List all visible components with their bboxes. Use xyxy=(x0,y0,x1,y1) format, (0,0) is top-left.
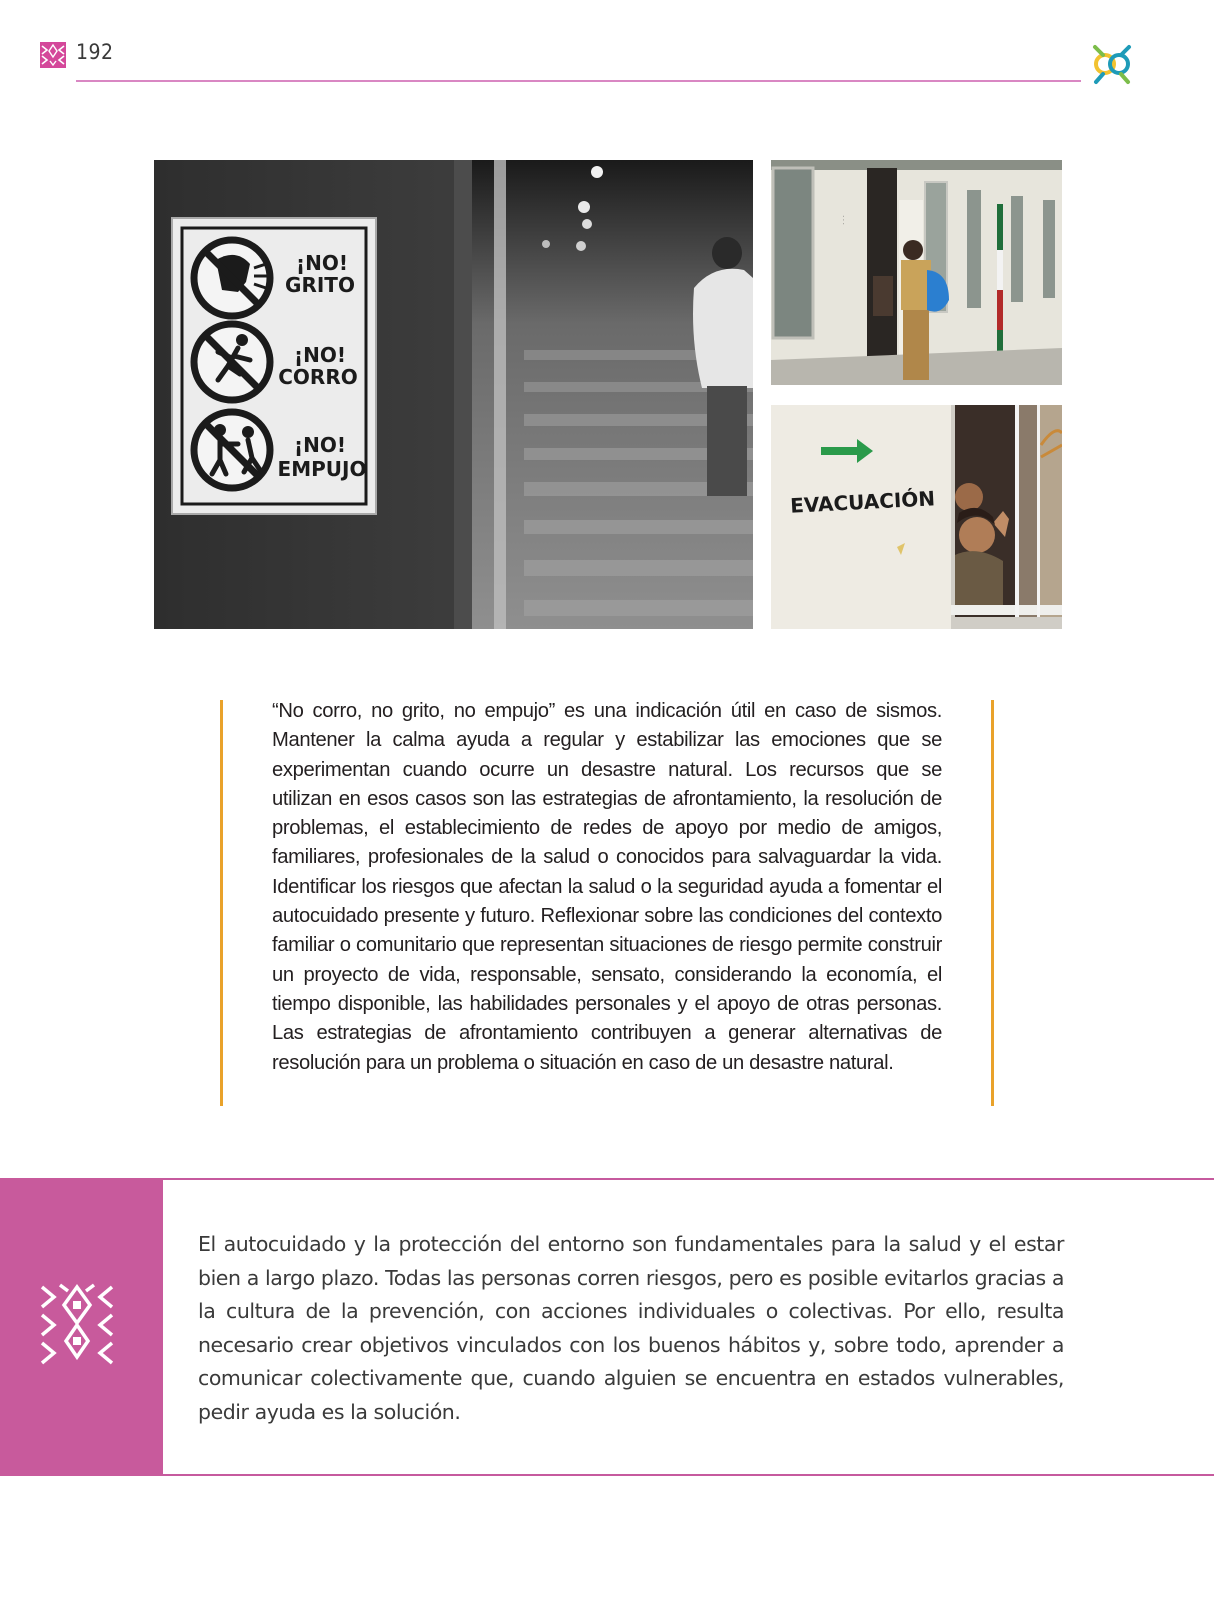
quote-bar-right xyxy=(991,700,994,1106)
sign-no-1: ¡NO! xyxy=(296,251,348,275)
closing-box-bottom-rule xyxy=(0,1474,1214,1476)
quote-paragraph: “No corro, no grito, no empujo” es una indicación útil en caso de sismos. Mantener la calma ayuda a regular y estabilizar las emociones que se experimentan cuando ocurre un desastre natural. Los recursos que se utilizan en esos casos son las estrategias de afrontamiento, la resolución de problemas, el establecimiento de redes de apoyo por medio de amigos, familiares, profesionales de la salud o conocidos para salvaguardar la vida. Identificar los riesgos que afectan la salud o la seguridad ayuda a fomentar el autocuidado presente y futuro. Reflexionar sobre las condiciones del contexto familiar o comunitario que representan situaciones de riesgo permite construir un proyecto de vida, responsable, sensato, considerando la economía, el tiempo disponible, las habilidades personales y el apoyo de otras personas. Las estrategias de afrontamiento contribuyen a generar alternativas de resolución para un problema o situación en caso de un desastre natural. xyxy=(272,700,942,1074)
header-rule xyxy=(76,80,1081,82)
no-shout-no-run-no-push-photo xyxy=(154,160,753,629)
sign-corro: CORRO xyxy=(278,365,358,389)
closing-paragraph: El autocuidado y la protección del entorno son fundamentales para la salud y el estar bien a largo plazo. Todas las personas corren riesgos, pero es posible evitarlos gracias a la cultura de la prevención, con acciones individuales o colectivas. Por ello, resulta necesario crear objetivos vinculados con los buenos hábitos y, sobre todo, aprender a comunicar colectivamente que, cuando alguien se encuentra en estados vulnerables, pedir ayuda es la solución. xyxy=(198,1232,1064,1424)
evacuation-sign-text: EVACUACIÓN xyxy=(789,486,936,518)
embroidery-mark-icon xyxy=(40,42,66,68)
sign-grito: GRITO xyxy=(285,273,355,297)
quote-bar-left xyxy=(220,700,223,1106)
svg-text:· · ·: · · · xyxy=(839,215,846,225)
page-number: 192 xyxy=(76,40,114,64)
evacuation-sign-students-photo xyxy=(771,405,1062,629)
sign-no-2: ¡NO! xyxy=(294,343,346,367)
interlocking-rings-logo-icon xyxy=(1088,40,1136,88)
embroidery-motif-icon xyxy=(38,1283,116,1365)
sign-no-3: ¡NO! xyxy=(294,433,346,457)
student-at-classroom-door-photo xyxy=(771,160,1062,385)
closing-box-top-rule xyxy=(0,1178,1214,1180)
sign-empujo: EMPUJO xyxy=(277,457,367,481)
